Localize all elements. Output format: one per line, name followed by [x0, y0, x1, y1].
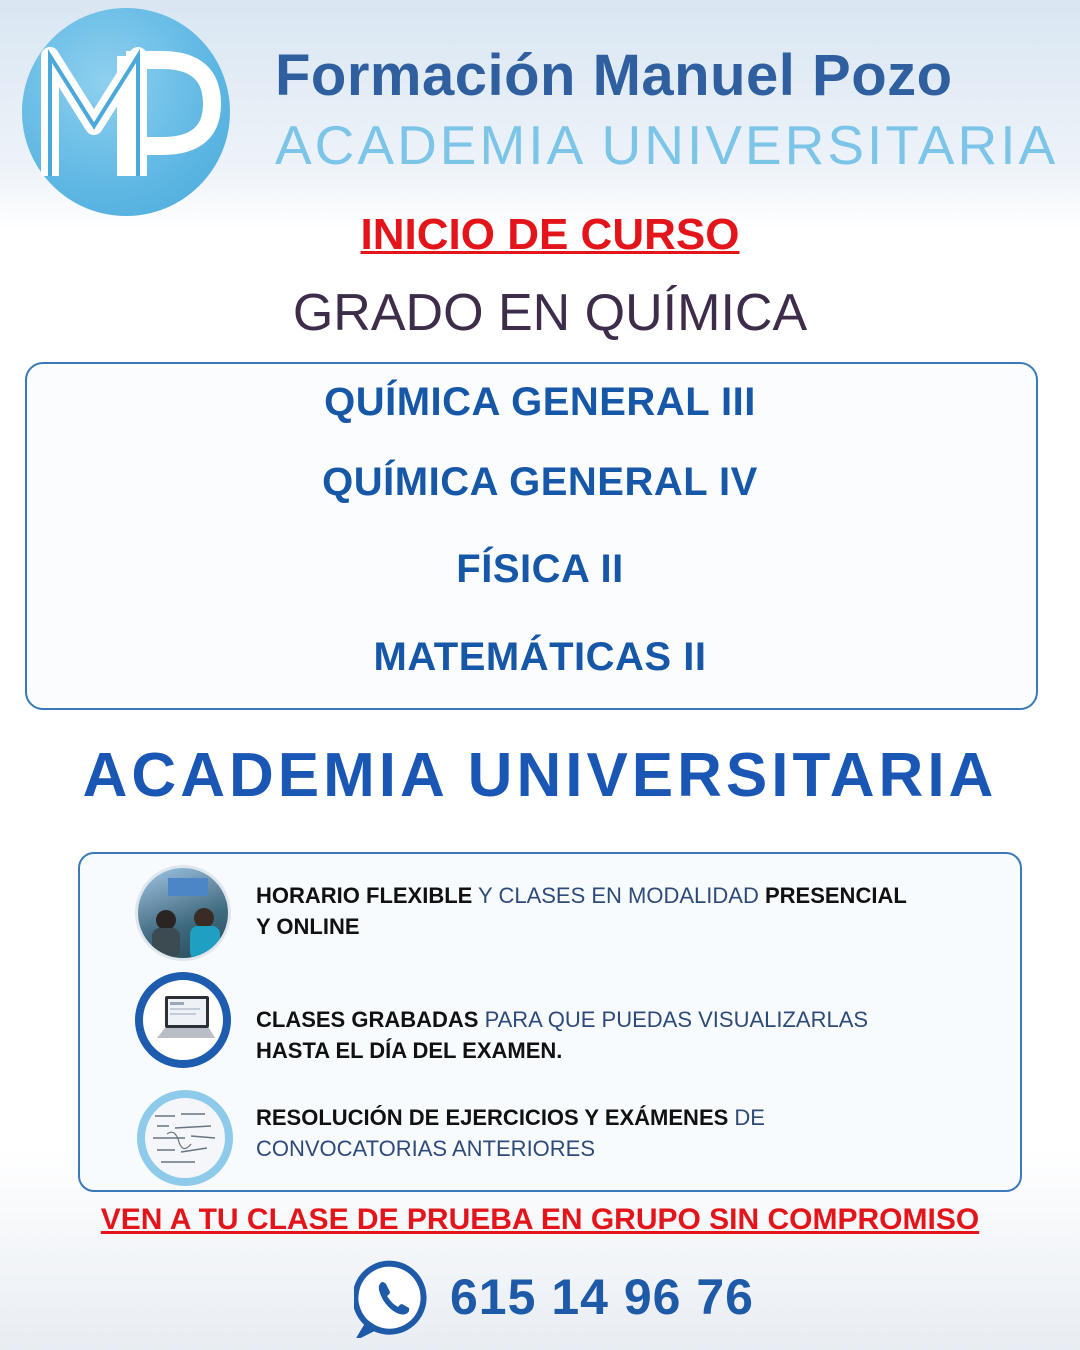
exercises-paper-icon: [137, 1090, 233, 1186]
classroom-photo-icon: [135, 865, 231, 961]
feature-highlight: HORARIO FLEXIBLE: [256, 883, 473, 908]
header: [0, 0, 1080, 215]
feature-highlight: Y ONLINE: [256, 914, 360, 939]
laptop-icon: [135, 972, 231, 1068]
subject-item: FÍSICA II: [456, 547, 624, 591]
feature-highlight: RESOLUCIÓN DE EJERCICIOS Y EXÁMENES: [256, 1105, 729, 1130]
brand-subtitle: ACADEMIA UNIVERSITARIA: [275, 114, 1059, 176]
feature-text: [256, 880, 996, 942]
logo: [22, 8, 230, 216]
feature-detail: CONVOCATORIAS ANTERIORES: [256, 1136, 596, 1161]
subject-item: QUÍMICA GENERAL IV: [322, 460, 758, 504]
feature-highlight: HASTA EL DÍA DEL EXAMEN.: [256, 1038, 563, 1063]
feature-text: [256, 1004, 996, 1066]
subject-item: QUÍMICA GENERAL III: [324, 380, 756, 424]
logo-mp-icon: [22, 8, 230, 216]
headline: INICIO DE CURSO: [360, 210, 740, 259]
subject-item: MATEMÁTICAS II: [373, 635, 707, 679]
academia-title: ACADEMIA UNIVERSITARIA: [82, 741, 998, 810]
feature-detail: Y CLASES EN MODALIDAD: [472, 883, 765, 908]
call-to-action: VEN A TU CLASE DE PRUEBA EN GRUPO SIN COMPROMISO: [100, 1203, 980, 1236]
feature-detail: DE: [728, 1105, 765, 1130]
whatsapp-icon[interactable]: [354, 1258, 434, 1338]
feature-highlight: CLASES GRABADAS: [256, 1007, 479, 1032]
brand-title: Formación Manuel Pozo: [275, 43, 953, 108]
feature-text: [256, 1102, 996, 1164]
degree-title: GRADO EN QUÍMICA: [292, 284, 808, 342]
feature-detail: PARA QUE PUEDAS VISUALIZARLAS: [478, 1007, 869, 1032]
feature-highlight: PRESENCIAL: [764, 883, 907, 908]
phone-number[interactable]: 615 14 96 76: [450, 1269, 754, 1325]
